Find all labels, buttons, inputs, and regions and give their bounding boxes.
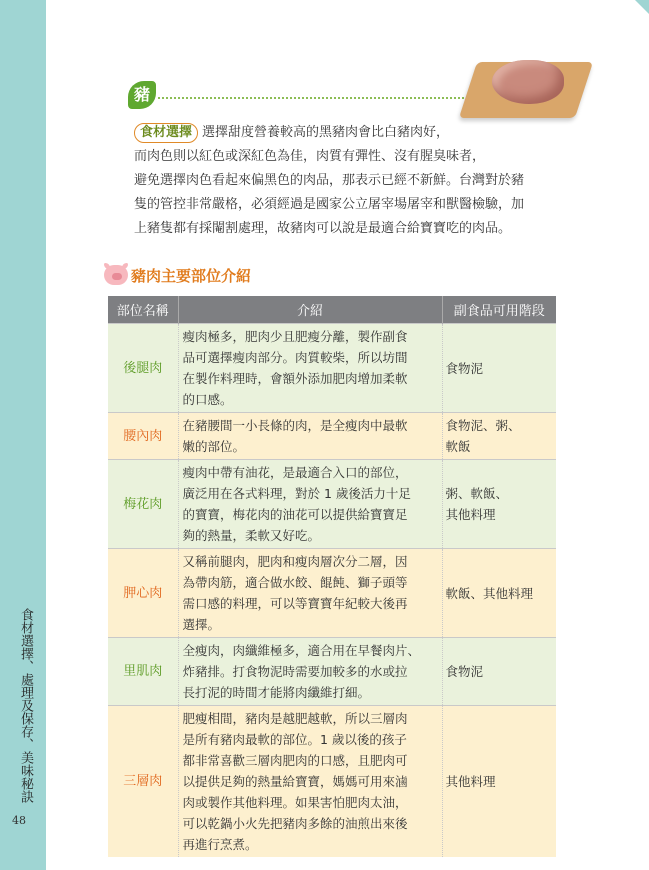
description-line: 都非常喜歡三層肉肥肉的口感，且肥肉可 [182,753,408,768]
pig-snout-icon [112,273,122,280]
cut-name: 里肌肉 [108,638,178,706]
cut-name: 後腿肉 [108,324,178,413]
cut-stage [442,706,556,858]
description-line: 以提供足夠的熱量給寶寶，媽媽可用來滷 [182,774,408,789]
description-line: 品可選擇瘦肉部分。肉質較柴，所以坊間 [182,350,408,365]
cut-description [178,413,442,460]
stage-line: 食物泥 [445,664,484,679]
description-line: 需口感的料理，可以等寶寶年紀較大後再 [182,596,408,611]
description-line: 長打泥的時間才能將肉纖維打細。 [182,685,371,700]
cut-stage [442,549,556,638]
cut-description [178,706,442,858]
intro-line: 而肉色則以紅色或深紅色為佳，肉質有彈性、沒有腥臭味者， [134,149,486,164]
cut-name: 三層肉 [108,706,178,858]
cut-stage [442,413,556,460]
description-line: 選擇。 [182,617,221,632]
cut-name: 胛心肉 [108,549,178,638]
stage-line: 其他料理 [445,507,496,522]
corner-tab [635,0,649,14]
intro-paragraph [117,121,567,241]
chapter-title: 食材選擇、處理及保存、美味秘訣 [18,608,33,803]
table-row [108,549,556,638]
description-line: 可以乾鍋小火先把豬肉多餘的油煎出來後 [182,816,408,831]
stage-line: 食物泥 [445,360,484,376]
intro-line: 隻的管控非常嚴格，必須經過是國家公立屠宰場屠宰和獸醫檢驗，加 [134,197,525,212]
description-line: 的口感。 [182,392,233,407]
description-line: 全瘦肉，肉纖維極多，適合用在早餐肉片、 [182,643,421,658]
dotted-divider [158,97,476,99]
description-line: 瘦肉中帶有油花，是最適合入口的部位， [182,465,408,480]
pork-badge: 豬 [128,81,156,109]
description-line: 夠的熱量，柔軟又好吃。 [182,528,321,543]
table-row [108,460,556,549]
stage-line: 軟飯 [445,439,471,454]
intro-line: 避免選擇肉色看起來偏黑色的肉品，那表示已經不新鮮。台灣對於豬 [134,173,525,188]
table-row [108,638,556,706]
description-line: 嫩的部位。 [182,439,246,454]
intro-line: 選擇甜度營養較高的黑豬肉會比白豬肉好， [202,125,450,140]
description-line: 瘦肉極多，肥肉少且肥瘦分離，製作副食 [182,329,408,344]
header-description: 介紹 [178,296,442,324]
ingredient-selection-label: 食材選擇 [134,123,198,143]
cut-description [178,549,442,638]
description-line: 是所有豬肉最軟的部位。1 歲以後的孩子 [182,732,407,747]
cut-description [178,638,442,706]
header-cut-name: 部位名稱 [108,296,178,324]
section-title: 豬肉主要部位介紹 [131,267,252,285]
description-line: 炸豬排。打食物泥時需要加較多的水或拉 [182,664,408,679]
description-line: 又稱前腿肉，肥肉和瘦肉層次分二層，因 [182,554,408,569]
stage-line: 軟飯、其他料理 [445,585,534,601]
cut-name: 梅花肉 [108,460,178,549]
intro-line: 上豬隻都有採閹割處理，故豬肉可以說是最適合給寶寶吃的肉品。 [134,221,512,236]
page-number: 48 [12,814,26,827]
description-line: 肥瘦相間，豬肉是越肥越軟，所以三層肉 [182,711,408,726]
cut-stage [442,460,556,549]
description-line: 為帶肉筋，適合做水餃、餛飩、獅子頭等 [182,575,408,590]
cut-stage [442,324,556,413]
cut-stage [442,638,556,706]
stage-line: 粥、軟飯、 [445,486,509,501]
description-line: 在豬腰間一小長條的肉，是全瘦肉中最軟 [182,418,408,433]
table-row [108,324,556,413]
stage-line: 食物泥、粥、 [445,418,521,433]
table-header-row [108,296,556,324]
header-stage: 副食品可用階段 [442,296,556,324]
description-line: 肉或製作其他料理。如果害怕肥肉太油， [182,795,408,810]
pork-cuts-table [108,296,556,857]
cut-description [178,324,442,413]
cut-description [178,460,442,549]
stage-line: 其他料理 [445,774,496,789]
description-line: 的寶寶，梅花肉的油花可以提供給寶寶足 [182,507,408,522]
description-line: 再進行烹煮。 [182,837,258,852]
description-line: 在製作料理時，會額外添加肥肉增加柔軟 [182,371,408,386]
description-line: 廣泛用在各式料理，對於 1 歲後活力十足 [182,486,411,501]
pork-meat-image [492,60,564,104]
table-row [108,413,556,460]
table-row [108,706,556,858]
cut-name: 腰內肉 [108,413,178,460]
